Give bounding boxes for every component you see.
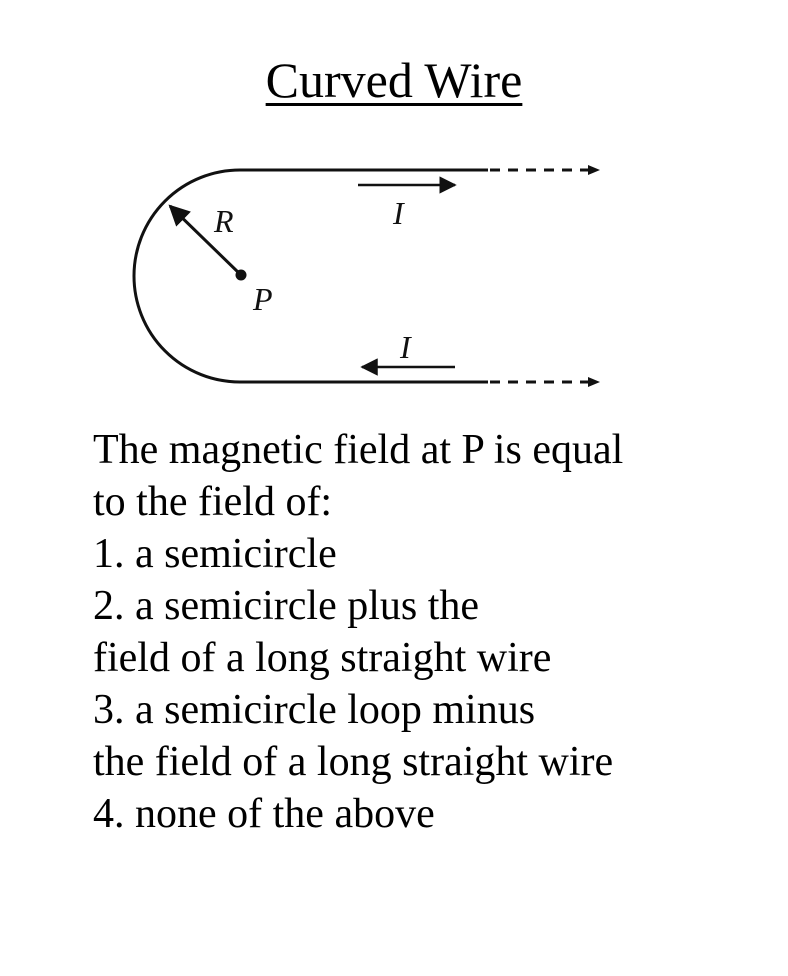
bottom-extension-arrow-icon — [588, 377, 600, 387]
radius-label: R — [214, 203, 234, 239]
answer-option-1: 1. a semicircle — [93, 531, 337, 577]
question-stem-line-2: to the field of: — [93, 479, 333, 525]
answer-option-3-line-2: the field of a long straight wire — [93, 739, 614, 785]
top-extension-arrow-icon — [588, 165, 600, 175]
current-label-bottom: I — [400, 329, 411, 365]
answer-option-2-line-2: field of a long straight wire — [93, 635, 552, 681]
question-text — [93, 424, 773, 840]
current-label-top: I — [393, 195, 404, 231]
question-stem-line-1: The magnetic field at P is equal — [93, 427, 624, 473]
wire-path — [134, 170, 488, 382]
curved-wire-diagram — [0, 140, 788, 410]
answer-option-3-line-1: 3. a semicircle loop minus — [93, 687, 536, 733]
point-label: P — [253, 281, 273, 317]
page-title: Curved Wire — [265, 52, 523, 108]
answer-option-4: 4. none of the above — [93, 791, 435, 837]
point-p-dot — [236, 270, 247, 281]
answer-option-2-line-1: 2. a semicircle plus the — [93, 583, 480, 629]
